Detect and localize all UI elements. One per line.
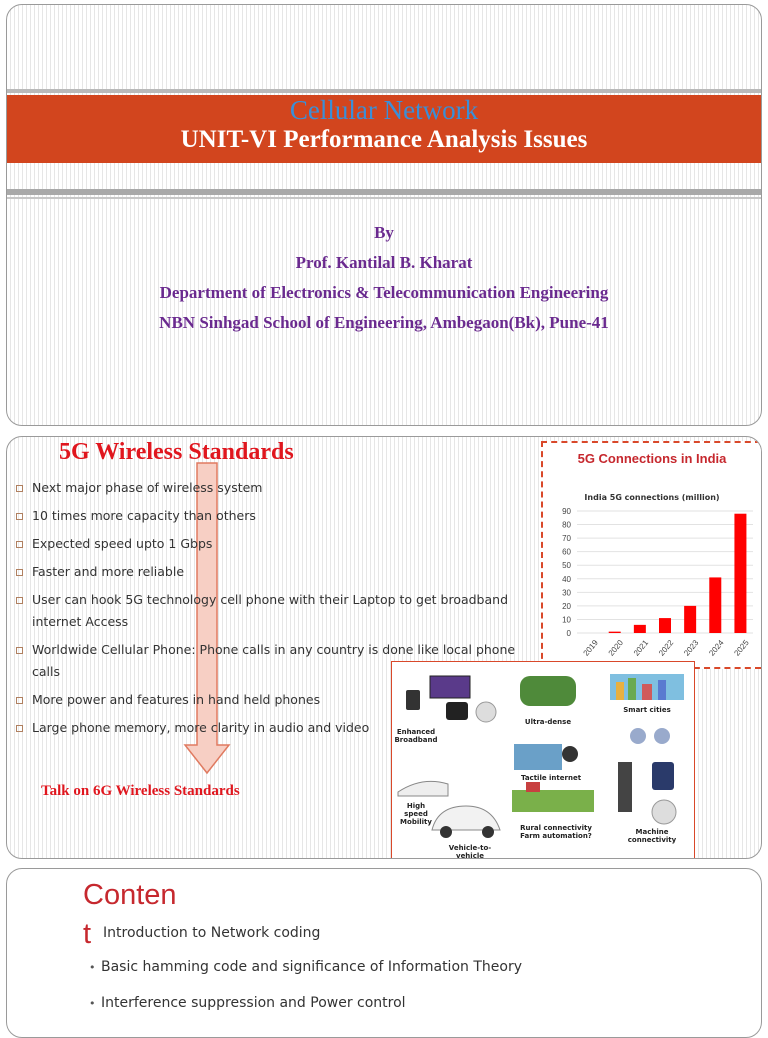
unit-title: UNIT-VI Performance Analysis Issues: [180, 126, 588, 153]
y-tick-label: 10: [562, 615, 571, 625]
use-case-label: Rural connectivity Farm automation?: [520, 824, 592, 840]
square-bullet-icon: [16, 647, 23, 654]
list-item-text: User can hook 5G technology cell phone with their Laptop to get broadband internet Access: [32, 592, 509, 629]
bar: [634, 625, 646, 633]
list-item-text: More power and features in hand held phones: [32, 692, 321, 707]
list-item: [89, 993, 522, 1014]
list-item: [15, 505, 535, 527]
author-name: Prof. Kantilal B. Kharat: [295, 253, 473, 272]
square-bullet-icon: [16, 541, 23, 548]
list-item-text: Faster and more reliable: [32, 564, 185, 579]
x-tick-label: 2024: [707, 638, 726, 658]
bar: [734, 514, 746, 633]
use-case-label: Tactile internet: [520, 774, 582, 782]
title-band-top-line: [7, 89, 761, 93]
use-case-label: Machine connectivity: [627, 828, 677, 844]
x-tick-label: 2021: [631, 638, 651, 658]
y-tick-label: 30: [562, 588, 571, 598]
list-item-text: Expected speed upto 1 Gbps: [32, 536, 213, 551]
router-icon: [446, 702, 468, 720]
content-title: Conten: [83, 879, 177, 911]
footer-note: Talk on 6G Wireless Standards: [41, 783, 240, 799]
list-item: [89, 923, 522, 943]
use-case-label: High speed Mobility: [400, 802, 432, 826]
camera-icon: [476, 702, 496, 722]
x-tick-label: 2025: [732, 638, 751, 658]
bullet-icon: •: [89, 997, 96, 1010]
bar: [609, 632, 621, 633]
y-tick-label: 50: [562, 561, 571, 571]
chart-panel: [541, 441, 761, 669]
square-bullet-icon: [16, 485, 23, 492]
square-bullet-icon: [16, 513, 23, 520]
machine-icon: [618, 762, 632, 812]
y-tick-label: 90: [562, 507, 571, 516]
train-icon: [398, 781, 448, 796]
use-case-label: Smart cities: [623, 706, 671, 714]
title-band-bottom-line: [7, 189, 761, 195]
bar: [684, 606, 696, 633]
list-item: [15, 561, 535, 583]
square-bullet-icon: [16, 597, 23, 604]
y-tick-label: 80: [562, 520, 571, 530]
content-list: [89, 923, 522, 1029]
list-item: [15, 533, 535, 555]
list-item-text: 10 times more capacity than others: [32, 508, 256, 523]
farm-icon: [512, 790, 594, 812]
use-case-label: Enhanced Broadband: [394, 728, 438, 744]
y-tick-label: 40: [562, 574, 571, 584]
course-title: Cellular Network: [289, 95, 479, 125]
phone-icon: [406, 690, 420, 710]
bar-chart: [543, 443, 759, 667]
x-tick-label: 2019: [581, 638, 600, 658]
x-tick-label: 2023: [682, 638, 701, 658]
tv-icon: [430, 676, 470, 698]
robot-icon: [630, 728, 646, 744]
bar: [709, 577, 721, 633]
square-bullet-icon: [16, 569, 23, 576]
chart-title: 5G Connections in India: [577, 451, 727, 466]
y-tick-label: 70: [562, 534, 571, 544]
by-label: By: [374, 223, 394, 242]
institute-name: NBN Sinhgad School of Engineering, Ambegaon(Bk), Pune-41: [159, 313, 609, 332]
use-case-label: Vehicle-to-vehicle: [448, 844, 492, 859]
5g-slide: [6, 436, 762, 859]
list-item: [15, 589, 535, 633]
x-tick-label: 2022: [656, 638, 676, 658]
use-cases-figure: [391, 661, 695, 859]
list-item-text: Basic hamming code and significance of Information Theory: [101, 959, 522, 975]
department-name: Department of Electronics & Telecommunication Engineering: [159, 283, 609, 302]
content-slide: [6, 868, 762, 1038]
square-bullet-icon: [16, 697, 23, 704]
slide-title: 5G Wireless Standards: [59, 439, 294, 465]
title-band: [7, 95, 761, 163]
tactile-icon: [514, 744, 562, 770]
y-tick-label: 0: [566, 629, 571, 638]
square-bullet-icon: [16, 725, 23, 732]
title-slide: [6, 4, 762, 426]
list-item-text: Introduction to Network coding: [103, 925, 321, 941]
list-item-text: Next major phase of wireless system: [32, 480, 263, 495]
list-item-text: Large phone memory, more clarity in audio and video: [32, 720, 370, 735]
list-item-text: Interference suppression and Power control: [101, 995, 406, 1011]
use-case-label: Ultra-dense: [524, 718, 572, 726]
x-tick-label: 2020: [606, 638, 626, 658]
bullet-icon: •: [89, 961, 96, 974]
list-item: [89, 957, 522, 978]
bar: [659, 618, 671, 633]
title-band-bottom-line-thin: [7, 197, 761, 199]
y-tick-label: 60: [562, 547, 571, 557]
list-item-text: Worldwide Cellular Phone: Phone calls in any country is done like local phone calls: [32, 642, 516, 679]
content-title-overflow: t: [83, 918, 92, 950]
y-tick-label: 20: [562, 601, 571, 611]
stadium-icon: [520, 676, 576, 706]
chart-subtitle: India 5G connections (million): [584, 493, 720, 502]
list-item: [15, 477, 535, 499]
